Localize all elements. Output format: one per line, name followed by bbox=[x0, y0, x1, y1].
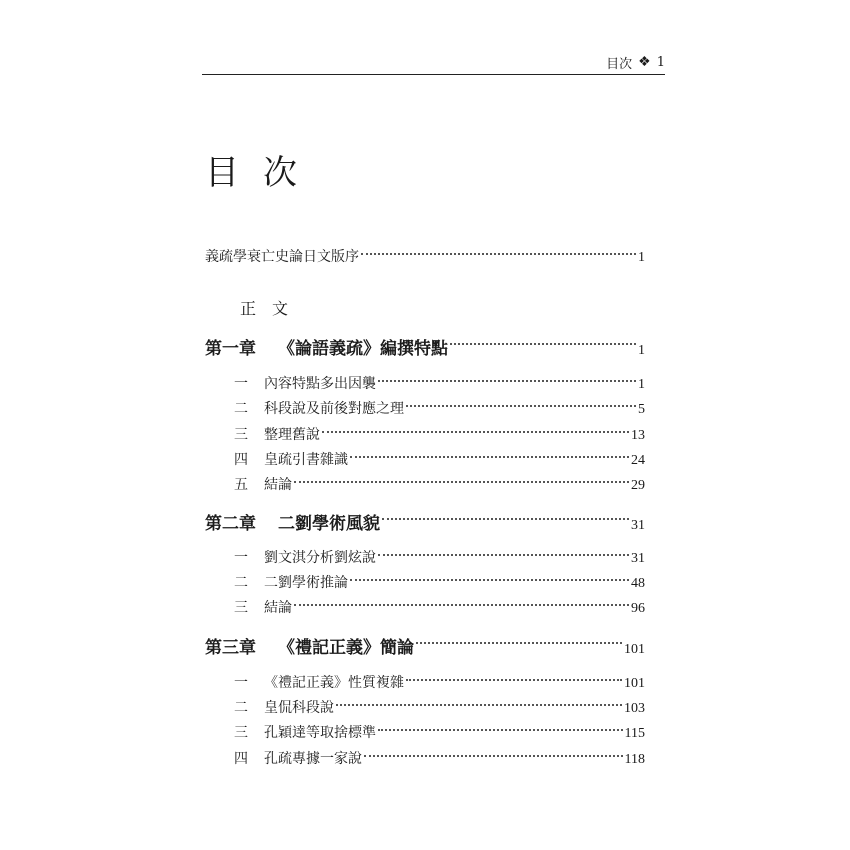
item-page: 1 bbox=[638, 377, 645, 392]
item-page: 29 bbox=[631, 478, 645, 493]
dot-leader bbox=[336, 703, 622, 706]
dot-leader bbox=[450, 342, 636, 345]
item-title: 孔疏專據一家說 bbox=[264, 751, 362, 767]
chapter-title: 《論語義疏》編撰特點 bbox=[278, 339, 448, 359]
chapter-page: 101 bbox=[624, 642, 645, 657]
dot-leader bbox=[378, 728, 623, 731]
item-page: 103 bbox=[624, 701, 645, 716]
toc-chapter-2[interactable] bbox=[205, 509, 645, 534]
toc-item[interactable] bbox=[234, 672, 645, 692]
section-label: 正文 bbox=[240, 299, 305, 318]
item-title: 皇侃科段說 bbox=[264, 700, 334, 716]
item-page: 13 bbox=[631, 428, 645, 443]
chapter-number: 第二章 bbox=[205, 514, 256, 534]
item-title: 結論 bbox=[264, 477, 292, 493]
chapter-number: 第一章 bbox=[205, 339, 256, 359]
chapter-title: 二劉學術風貌 bbox=[278, 514, 380, 534]
item-title: 《禮記正義》性質複雜 bbox=[264, 675, 404, 691]
item-number: 三 bbox=[234, 725, 248, 741]
dot-leader bbox=[322, 430, 629, 433]
dot-leader bbox=[361, 252, 636, 255]
item-title: 二劉學術推論 bbox=[264, 575, 348, 591]
chapter-page: 1 bbox=[638, 343, 645, 358]
header-section-label: 目次 bbox=[606, 56, 633, 72]
item-number: 二 bbox=[234, 401, 248, 417]
item-page: 115 bbox=[624, 726, 645, 741]
toc-item[interactable] bbox=[234, 572, 645, 592]
item-title: 結論 bbox=[264, 600, 292, 616]
dot-leader bbox=[416, 641, 622, 644]
toc-chapter-1[interactable] bbox=[205, 334, 645, 359]
toc-item[interactable] bbox=[234, 373, 645, 393]
item-number: 一 bbox=[234, 550, 248, 566]
dot-leader bbox=[406, 678, 622, 681]
item-number: 一 bbox=[234, 675, 248, 691]
toc-item[interactable] bbox=[234, 449, 645, 469]
dot-leader bbox=[350, 455, 629, 458]
chapter-title: 《禮記正義》簡論 bbox=[278, 638, 414, 658]
toc-entry-preface[interactable] bbox=[205, 246, 645, 266]
item-title: 皇疏引書雜識 bbox=[264, 452, 348, 468]
chapter-page: 31 bbox=[631, 518, 645, 533]
item-page: 96 bbox=[631, 601, 645, 616]
running-header bbox=[202, 50, 665, 75]
page-title: 目次 bbox=[205, 153, 321, 193]
toc-chapter-3[interactable] bbox=[205, 633, 645, 658]
dot-leader bbox=[350, 578, 629, 581]
dot-leader bbox=[406, 404, 636, 407]
toc-item[interactable] bbox=[234, 398, 645, 418]
item-number: 三 bbox=[234, 427, 248, 443]
chapter-number: 第三章 bbox=[205, 638, 256, 658]
ornament-icon: ❖ bbox=[638, 54, 651, 70]
toc-item[interactable] bbox=[234, 697, 645, 717]
item-title: 內容特點多出因襲 bbox=[264, 376, 376, 392]
item-number: 三 bbox=[234, 600, 248, 616]
toc-item[interactable] bbox=[234, 722, 645, 742]
dot-leader bbox=[382, 517, 629, 520]
dot-leader bbox=[294, 480, 629, 483]
item-title: 劉文淇分析劉炫說 bbox=[264, 550, 376, 566]
item-page: 101 bbox=[624, 676, 645, 691]
item-number: 四 bbox=[234, 452, 248, 468]
item-page: 118 bbox=[624, 752, 645, 767]
toc-item[interactable] bbox=[234, 424, 645, 444]
item-number: 四 bbox=[234, 751, 248, 767]
item-number: 二 bbox=[234, 575, 248, 591]
item-title: 整理舊說 bbox=[264, 427, 320, 443]
item-page: 24 bbox=[631, 453, 645, 468]
entry-page: 1 bbox=[638, 250, 645, 265]
entry-title: 義疏學衰亡史論日文版序 bbox=[205, 249, 359, 265]
toc-item[interactable] bbox=[234, 748, 645, 768]
dot-leader bbox=[364, 754, 623, 757]
item-number: 五 bbox=[234, 477, 248, 493]
item-page: 48 bbox=[631, 576, 645, 591]
item-page: 5 bbox=[638, 402, 645, 417]
item-number: 二 bbox=[234, 700, 248, 716]
dot-leader bbox=[378, 379, 636, 382]
toc-item[interactable] bbox=[234, 597, 645, 617]
item-title: 科段說及前後對應之理 bbox=[264, 401, 404, 417]
toc-item[interactable] bbox=[234, 474, 645, 494]
item-title: 孔穎達等取捨標準 bbox=[264, 725, 376, 741]
header-page-number: 1 bbox=[656, 54, 665, 70]
item-page: 31 bbox=[631, 551, 645, 566]
toc-item[interactable] bbox=[234, 547, 645, 567]
dot-leader bbox=[378, 553, 629, 556]
dot-leader bbox=[294, 603, 629, 606]
item-number: 一 bbox=[234, 376, 248, 392]
